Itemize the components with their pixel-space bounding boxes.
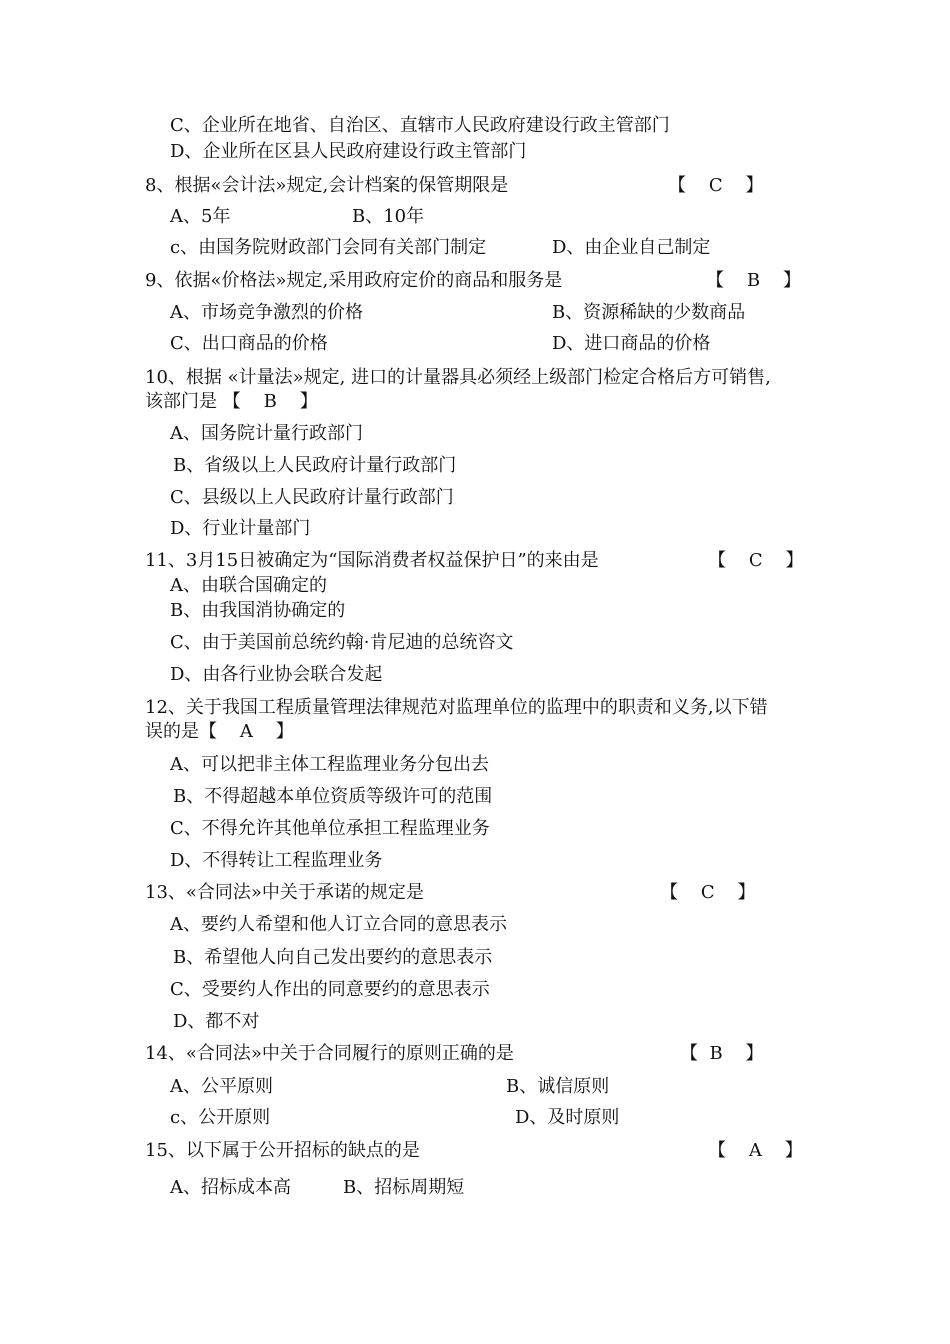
answer-q13: 【 C 】 xyxy=(660,882,756,903)
option-a-q12: A、可以把非主体工程监理业务分包出去 xyxy=(170,754,489,775)
question-14: 14、«合同法»中关于合同履行的原则正确的是 xyxy=(145,1043,514,1064)
option-d-q13: D、都不对 xyxy=(173,1011,260,1032)
option-a-q10: A、国务院计量行政部门 xyxy=(170,423,363,444)
question-12: 12、关于我国工程质量管理法律规范对监理单位的监理中的职责和义务,以下错 xyxy=(145,697,768,718)
answer-q11: 【 C 】 xyxy=(708,550,804,571)
option-c-q10: C、县级以上人民政府计量行政部门 xyxy=(170,487,454,508)
question-10: 10、根据 «计量法»规定, 进口的计量器具必须经上级部门检定合格后方可销售, xyxy=(145,367,771,388)
option-c-q9: C、出口商品的价格 xyxy=(170,333,328,354)
option-b-q12: B、不得超越本单位资质等级许可的范围 xyxy=(173,786,493,807)
option-c-q14: c、公开原则 xyxy=(170,1107,271,1128)
option-d-q8: D、由企业自己制定 xyxy=(552,237,711,258)
option-b-q8: B、10年 xyxy=(352,206,425,227)
question-12-cont: 误的是【 A 】 xyxy=(145,721,294,742)
option-d-q7: D、企业所在区县人民政府建设行政主管部门 xyxy=(170,141,527,162)
option-a-q8: A、5年 xyxy=(170,206,231,227)
question-10-cont: 该部门是 【 B 】 xyxy=(145,391,318,412)
option-a-q15: A、招标成本高 xyxy=(170,1177,291,1198)
question-9: 9、依据«价格法»规定,采用政府定价的商品和服务是 xyxy=(145,270,563,291)
option-b-q14: B、诚信原则 xyxy=(506,1076,610,1097)
option-c-q13: C、受要约人作出的同意要约的意思表示 xyxy=(170,979,490,1000)
option-d-q12: D、不得转让工程监理业务 xyxy=(170,850,383,871)
answer-q14: 【 B 】 xyxy=(680,1043,764,1064)
option-b-q13: B、希望他人向自己发出要约的意思表示 xyxy=(173,947,493,968)
option-c-q7: C、企业所在地省、自治区、直辖市人民政府建设行政主管部门 xyxy=(170,115,670,136)
option-c-q12: C、不得允许其他单位承担工程监理业务 xyxy=(170,818,490,839)
option-b-q10: B、省级以上人民政府计量行政部门 xyxy=(173,455,457,476)
question-8: 8、根据«会计法»规定,会计档案的保管期限是 xyxy=(145,175,509,196)
answer-q8: 【 C 】 xyxy=(668,175,764,196)
option-a-q14: A、公平原则 xyxy=(170,1076,273,1097)
option-b-q11: B、由我国消协确定的 xyxy=(170,600,346,621)
option-d-q14: D、及时原则 xyxy=(515,1107,620,1128)
option-a-q9: A、市场竞争激烈的价格 xyxy=(170,302,363,323)
option-c-q8: c、由国务院财政部门会同有关部门制定 xyxy=(170,237,487,258)
option-d-q10: D、行业计量部门 xyxy=(170,518,311,539)
answer-q9: 【 B 】 xyxy=(706,270,802,291)
option-b-q15: B、招标周期短 xyxy=(343,1177,465,1198)
option-b-q9: B、资源稀缺的少数商品 xyxy=(552,302,746,323)
question-15: 15、以下属于公开招标的缺点的是 xyxy=(145,1140,420,1161)
option-d-q9: D、进口商品的价格 xyxy=(552,333,711,354)
question-11: 11、3月15日被确定为“国际消费者权益保护日”的来由是 xyxy=(145,550,599,571)
question-13: 13、«合同法»中关于承诺的规定是 xyxy=(145,882,424,903)
option-a-q13: A、要约人希望和他人订立合同的意思表示 xyxy=(170,914,507,935)
option-a-q11: A、由联合国确定的 xyxy=(170,575,327,596)
option-c-q11: C、由于美国前总统约翰·肯尼迪的总统咨文 xyxy=(170,632,514,653)
option-d-q11: D、由各行业协会联合发起 xyxy=(170,664,383,685)
answer-q15: 【 A 】 xyxy=(708,1140,803,1161)
